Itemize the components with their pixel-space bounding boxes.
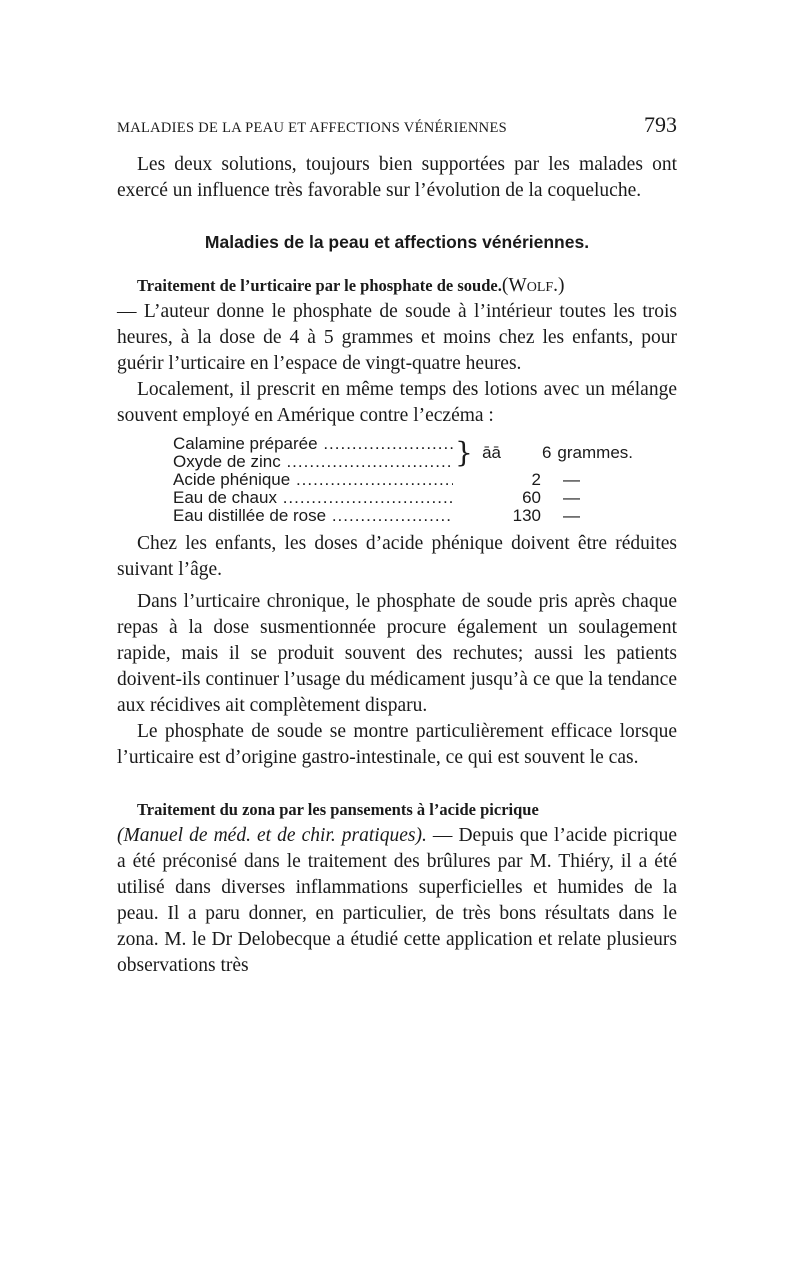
formula-quantity: 130 — [512, 506, 541, 525]
formula-aa: āā — [482, 443, 501, 462]
formula-ingredient: Acide phénique ..... — [173, 471, 453, 489]
article-1-paragraph-3: Chez les enfants, les doses d’acide phénique doivent être réduites suivant l’âge. — [117, 533, 677, 580]
article-1-heading — [117, 273, 677, 299]
book-page — [117, 112, 677, 979]
article-2-heading — [117, 797, 677, 823]
section-title: Maladies de la peau et affections vénériennes. — [204, 232, 590, 252]
formula-row — [173, 489, 633, 507]
article-1-paragraph-1: — L’auteur donne le phosphate de soude à l’intérieur toutes les trois heures, à la dose de 4 à 5 grammes et moins chez les enfants, pour guérir l’urticaire en l’espace de vingt-quatre heures. — [117, 301, 677, 374]
article-2-source: (Manuel de méd. et de chir. pratiques). — [117, 825, 427, 846]
formula-row — [173, 471, 633, 489]
formula-ingredient: Oxyde de zinc ..... — [173, 453, 453, 471]
prescription-formula — [173, 435, 633, 525]
intro-paragraph: Les deux solutions, toujours bien supportées par les malades ont exercé un influence très favorable sur l’évolution de la coqueluche. — [117, 154, 677, 201]
article-1-paragraph-2: Localement, il prescrit en même temps des lotions avec un mélange souvent employé en Amérique contre l’eczéma : — [117, 379, 677, 426]
formula-row — [173, 507, 633, 525]
formula-unit: — — [563, 506, 580, 525]
brace-symbol: } — [455, 436, 473, 469]
page-number: 793 — [644, 112, 677, 137]
article-1-title: Traitement de l’urticaire par le phosphate de soude. — [137, 276, 502, 295]
running-title: MALADIES DE LA PEAU ET AFFECTIONS VÉNÉRIENNES — [117, 120, 507, 136]
running-head — [117, 112, 677, 142]
formula-ingredient: Calamine préparée ..... — [173, 435, 453, 453]
article-2-paragraph-1 — [117, 823, 677, 979]
formula-quantity: 6 — [541, 443, 552, 462]
article-1-paragraph-4: Dans l’urticaire chronique, le phosphate de soude pris après chaque repas à la dose susmentionnée procure également un soulagement rapide, mais il se produit souvent des rechutes; aussi les patients doivent-ils continuer l’usage du médicament jusqu’à ce que la tendance aux récidives ait complètement disparu. — [117, 591, 677, 716]
formula-unit: — — [563, 470, 580, 489]
formula-unit: grammes. — [557, 443, 633, 462]
formula-group — [173, 435, 633, 471]
article-2-body: — Depuis que l’acide picrique a été préconisé dans le traitement des brûlures par M. Thiéry, il a été utilisé dans diverses inflammations superficielles et humides de la peau. Il a paru donner, en particulier, de très bons résultats dans le zona. M. le Dr Delobecque a étudié cette application et relate plusieurs observations très — [117, 825, 677, 976]
formula-ingredient: Eau distillée de rose ..... — [173, 507, 453, 525]
formula-quantity: 2 — [531, 470, 541, 489]
formula-unit: — — [563, 488, 580, 507]
article-1-paragraph-5: Le phosphate de soude se montre particulièrement efficace lorsque l’urticaire est d’origine gastro-intestinale, ce qui est souvent le cas. — [117, 721, 677, 768]
article-1-author: (Wolf.) — [501, 275, 565, 296]
formula-quantity: 60 — [522, 488, 541, 507]
article-2-title: Traitement du zona par les pansements à l’acide picrique — [137, 800, 539, 819]
formula-ingredient: Eau de chaux ..... — [173, 489, 453, 507]
